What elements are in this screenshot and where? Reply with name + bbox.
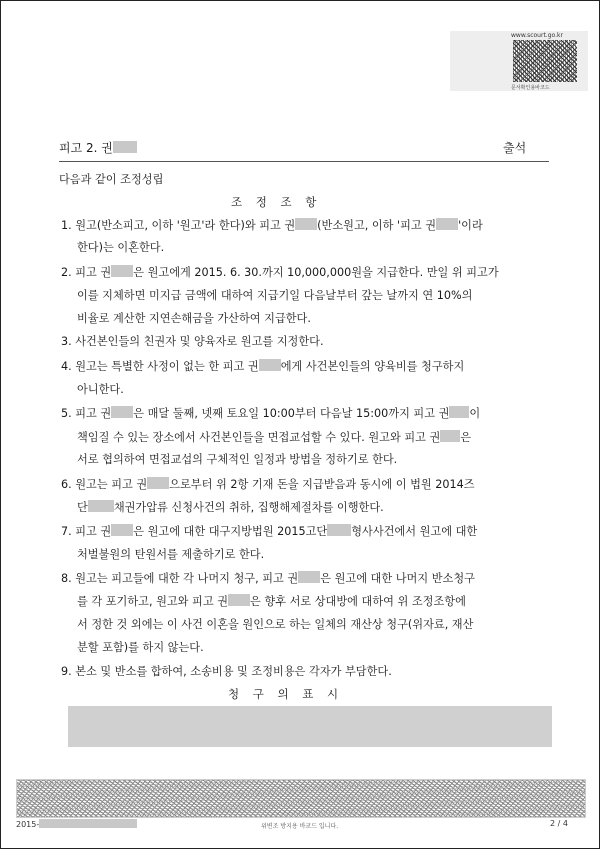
item-1-line-2: 한다)는 이혼한다. <box>77 241 165 254</box>
item-6-line-1: 6. 원고는 피고 권 으로부터 위 2항 기재 돈을 지급받음과 동시에 이 법원 2014즈 <box>61 478 475 491</box>
redaction <box>298 571 320 583</box>
redaction <box>327 524 351 536</box>
court-url: www.scourt.go.kr <box>511 32 563 39</box>
item-5-line-1: 5. 피고 권 은 매달 둘째, 넷째 토요일 10:00부터 다음날 15:00까지 피고 권 이 <box>61 407 481 420</box>
item-8-line-4: 분할 포함)를 하지 않는다. <box>77 641 204 654</box>
redaction <box>449 406 469 418</box>
item-8-line-1: 8. 원고는 피고들에 대한 각 나머지 청구, 피고 권 은 원고에 대한 나머지 반소청구 <box>61 572 475 585</box>
item-8-line-3: 서 정한 것 외에는 이 사건 이혼을 원인으로 하는 일체의 재산상 청구(위자료, 재산 <box>77 618 474 631</box>
barcode-notice: 위변조 방지용 바코드 입니다. <box>261 823 339 830</box>
section-title: 조 정 조 항 <box>231 195 322 209</box>
qr-code-image <box>513 40 577 82</box>
redaction <box>111 406 133 418</box>
redaction <box>111 265 133 277</box>
item-2-line-2: 이를 지체하면 미지급 금액에 대하여 지급기일 다음날부터 갚는 날까지 연 10%의 <box>77 289 473 302</box>
item-8-line-2: 를 각 포기하고, 원고와 피고 권 은 향후 서로 상대방에 대하여 위 조정조항에 <box>77 595 466 608</box>
case-number: 2015- <box>16 819 137 829</box>
redaction <box>111 524 133 536</box>
redaction <box>436 218 458 230</box>
item-6-line-2: 단 채권가압류 신청사건의 취하, 집행해제절차를 이행한다. <box>77 501 384 514</box>
redaction <box>147 477 169 489</box>
redaction <box>295 218 317 230</box>
divider <box>59 161 549 162</box>
party-label: 피고 2. 권 <box>59 141 113 155</box>
item-1-line-1: 1. 원고(반소피고, 이하 '원고'라 한다)와 피고 권 (반소원고, 이하 '피고 권 '이라 <box>61 219 483 232</box>
item-7-line-1: 7. 피고 권 은 원고에 대한 대구지방법원 2015고단 형사사건에서 원고에 대한 <box>61 525 478 538</box>
item-5-line-3: 서로 협의하여 면접교섭의 구체적인 일정과 방법을 정하기로 한다. <box>77 453 398 466</box>
barcode-label: 문서확인용바코드 <box>511 85 550 91</box>
page-number: 2 / 4 <box>550 819 568 828</box>
item-3-line-1: 3. 사건본인들의 친권자 및 양육자로 원고를 지정한다. <box>61 335 324 348</box>
item-4-line-1: 4. 원고는 특별한 사정이 없는 한 피고 권 에게 사건본인들의 양육비를 청구하지 <box>61 360 465 373</box>
redaction <box>113 141 137 153</box>
claims-title: 청 구 의 표 시 <box>228 687 344 701</box>
redaction <box>259 359 281 371</box>
redacted-claims-block <box>68 706 552 747</box>
intro-text: 다음과 같이 조정성립 <box>59 173 164 186</box>
item-2-line-1: 2. 피고 권 은 원고에게 2015. 6. 30.까지 10,000,000원을 지급한다. 만일 위 피고가 <box>61 266 499 279</box>
redaction <box>39 819 137 828</box>
item-4-line-2: 아니한다. <box>77 383 124 396</box>
anti-forgery-barcode <box>16 779 586 818</box>
redaction <box>88 500 114 512</box>
item-7-line-2: 처벌불원의 탄원서를 제출하기로 한다. <box>77 548 265 561</box>
attendance-status: 출석 <box>503 141 527 155</box>
party-heading <box>59 139 137 156</box>
item-9-line-1: 9. 본소 및 반소를 합하여, 소송비용 및 조정비용은 각자가 부담한다. <box>61 665 392 678</box>
redaction <box>440 430 460 442</box>
item-5-line-2: 책임질 수 있는 장소에서 사건본인들을 면접교섭할 수 있다. 원고와 피고 권 은 <box>77 431 472 444</box>
item-2-line-3: 비율로 계산한 지연손해금을 가산하여 지급한다. <box>77 312 311 325</box>
redaction <box>228 594 250 606</box>
